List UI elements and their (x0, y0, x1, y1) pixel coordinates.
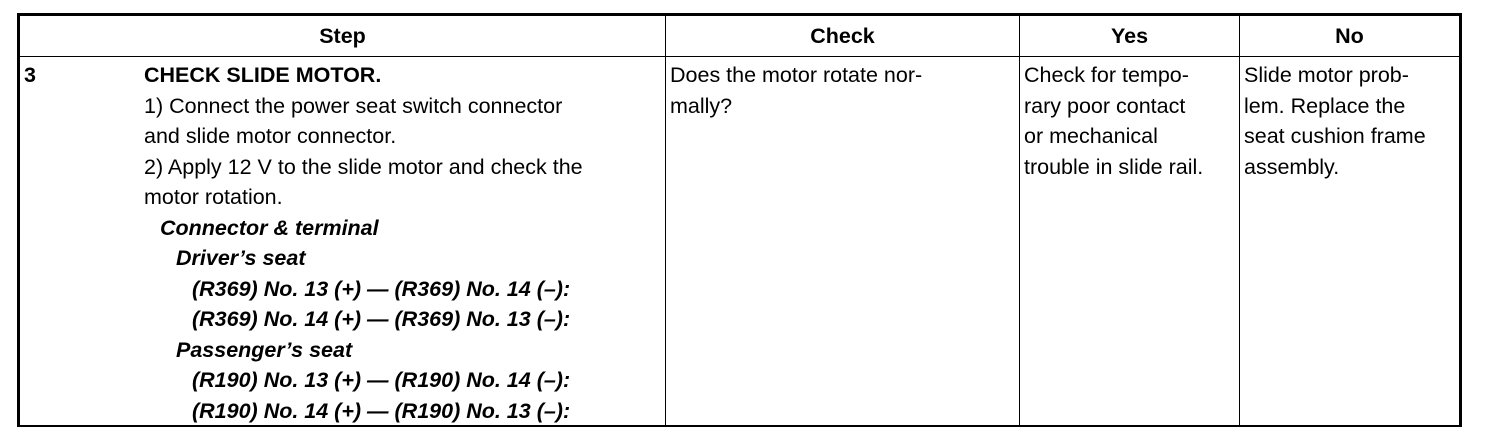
diagnostic-table-frame (17, 13, 1462, 427)
no-line: Slide motor prob- (1244, 63, 1409, 87)
connector-terminal-heading: Connector & terminal (160, 215, 379, 240)
step-title: CHECK SLIDE MOTOR. (144, 63, 382, 87)
step-cell (20, 57, 666, 427)
step-body (144, 57, 665, 426)
drivers-seat-label: Driver’s seat (176, 246, 306, 270)
diagnostic-table (19, 15, 1460, 427)
table-row (20, 57, 1460, 427)
check-line: mally? (670, 93, 733, 118)
terminal-line: (R190) No. 14 (+) — (R190) No. 13 (–): (192, 398, 571, 423)
yes-line: trouble in slide rail. (1024, 154, 1204, 179)
terminal-line: (R369) No. 13 (+) — (R369) No. 14 (–): (192, 276, 571, 301)
table-header-row (20, 16, 1460, 57)
terminal-line: (R190) No. 13 (+) — (R190) No. 14 (–): (192, 368, 571, 392)
header-step: Step (20, 16, 666, 57)
yes-line: rary poor contact (1024, 93, 1186, 118)
no-line: assembly. (1244, 154, 1340, 179)
instruction-line: 1) Connect the power seat switch connector (144, 93, 563, 118)
passengers-seat-label: Passenger’s seat (176, 337, 353, 362)
header-no: No (1240, 16, 1460, 57)
header-check: Check (666, 16, 1020, 57)
instruction-line: motor rotation. (144, 185, 283, 209)
check-cell (666, 57, 1020, 427)
no-line: lem. Replace the (1244, 93, 1406, 118)
instruction-line: and slide motor connector. (144, 124, 397, 148)
instruction-line: 2) Apply 12 V to the slide motor and check the (144, 154, 583, 179)
yes-line: or mechanical (1024, 124, 1158, 148)
header-yes: Yes (1020, 16, 1240, 57)
no-cell (1240, 57, 1460, 427)
check-line: Does the motor rotate nor- (670, 63, 923, 87)
terminal-line: (R369) No. 14 (+) — (R369) No. 13 (–): (192, 307, 571, 331)
step-number: 3 (24, 63, 36, 87)
yes-line: Check for tempo- (1024, 63, 1189, 87)
yes-cell (1020, 57, 1240, 427)
no-line: seat cushion frame (1244, 124, 1426, 148)
